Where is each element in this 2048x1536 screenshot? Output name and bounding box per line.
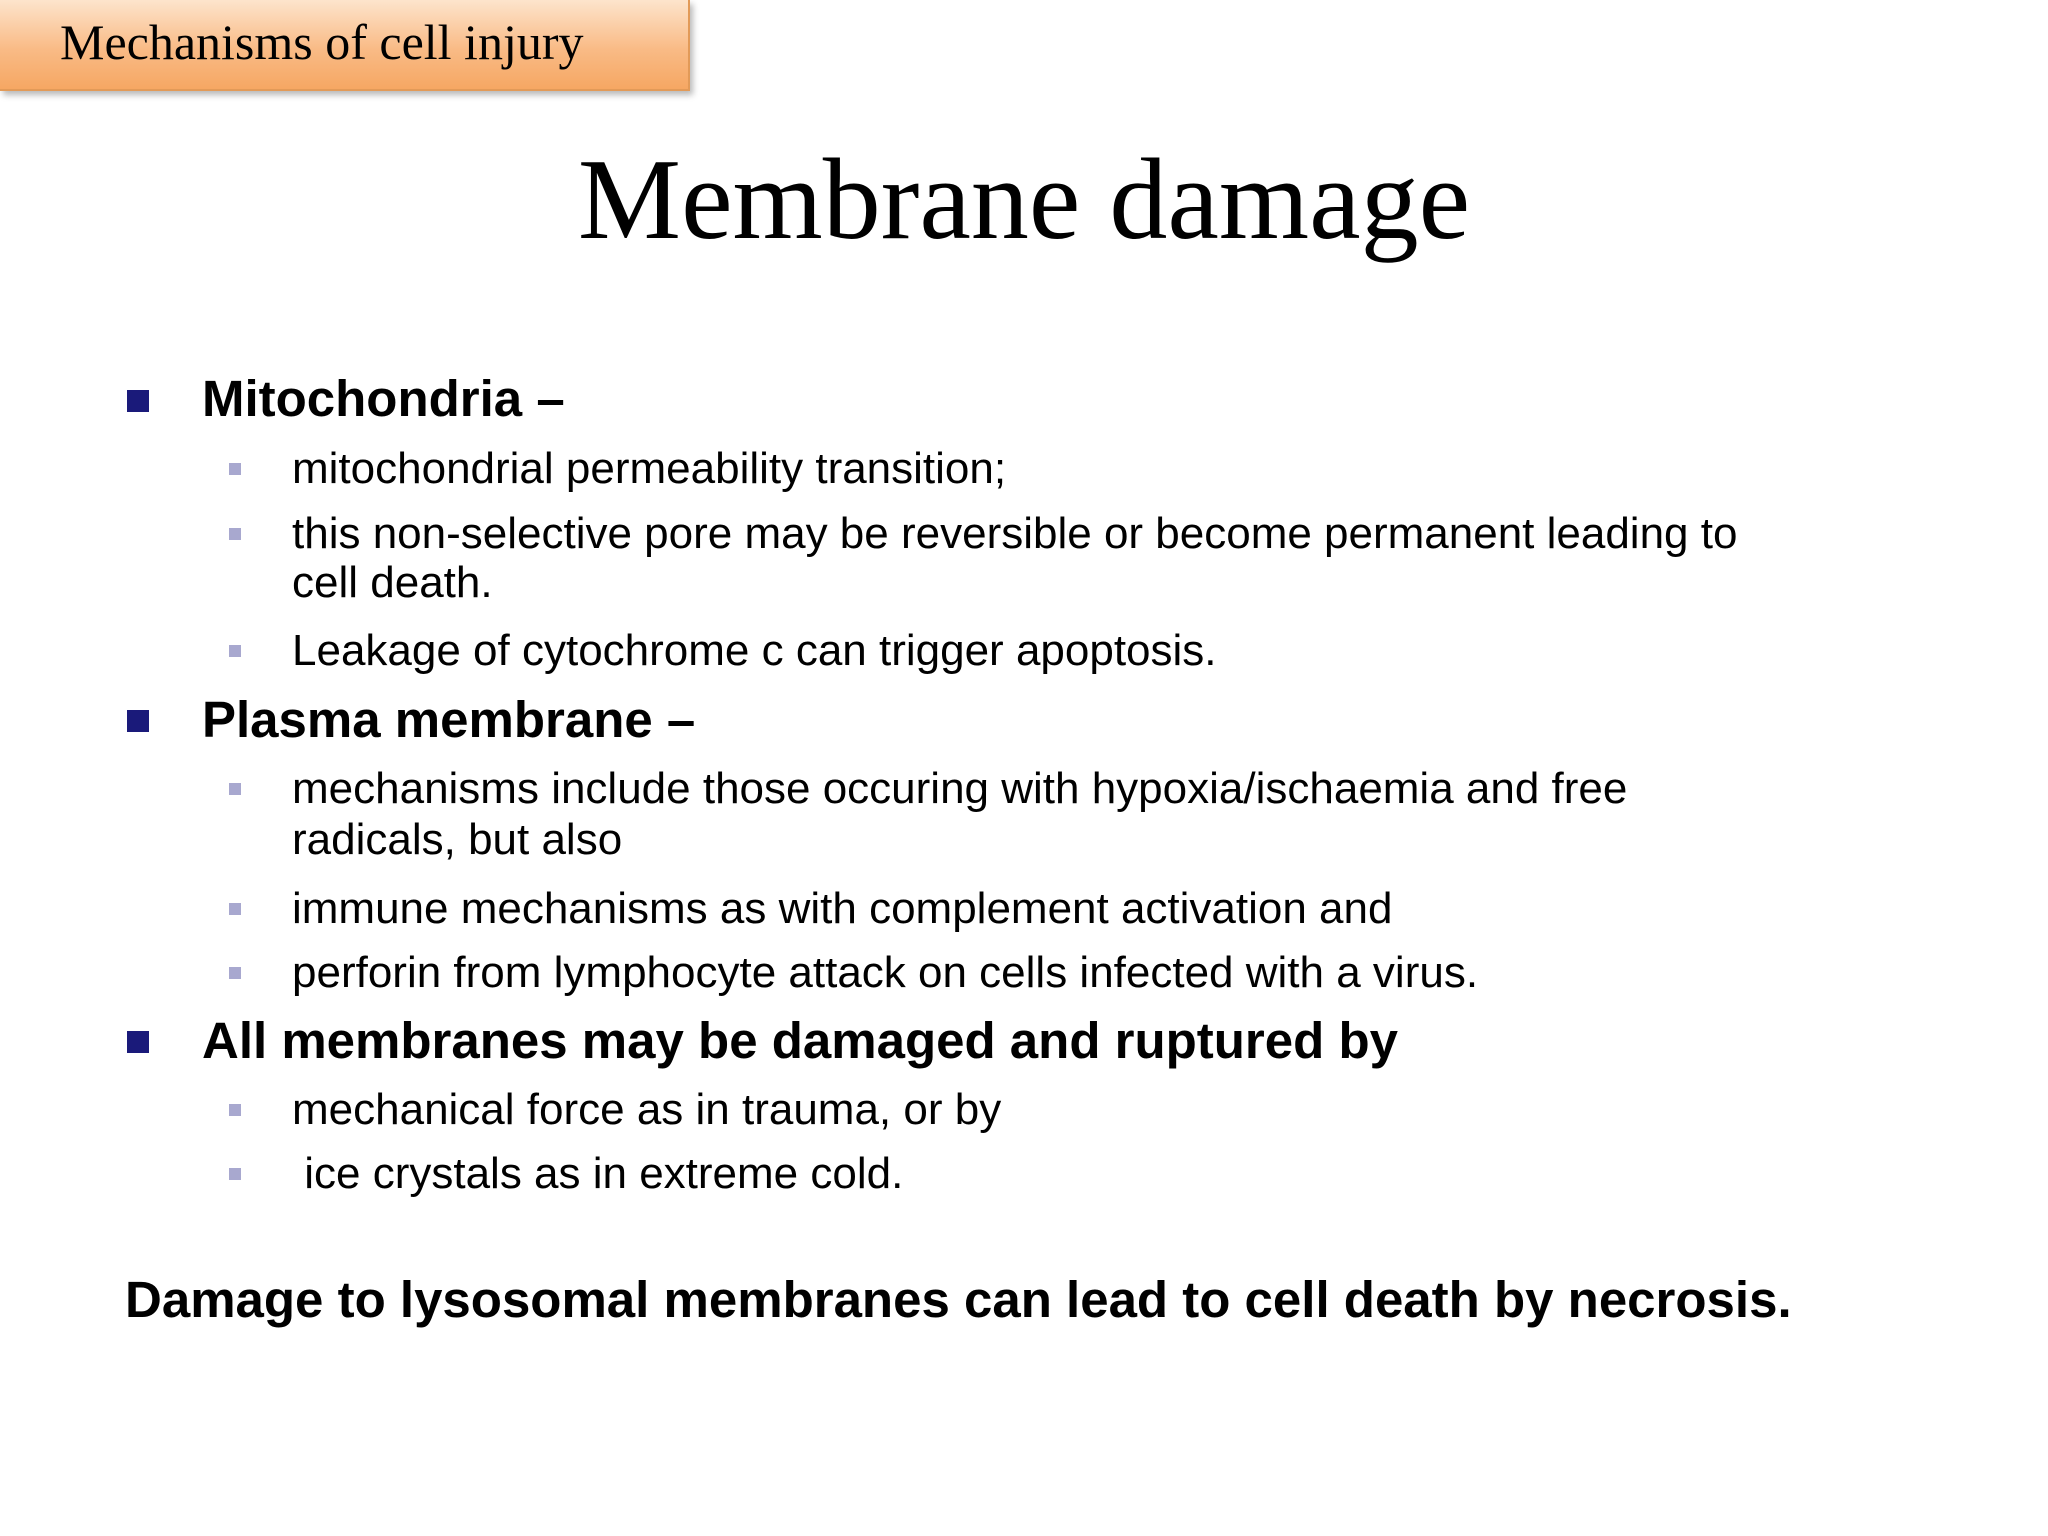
sub-item-continuation: cell death. (292, 558, 493, 607)
sub-item: mechanical force as in trauma, or by (292, 1085, 1002, 1134)
small-square-bullet-icon (229, 967, 241, 979)
small-square-bullet-icon (229, 1104, 241, 1116)
sub-item: ice crystals as in extreme cold. (292, 1149, 904, 1198)
square-bullet-icon (127, 390, 149, 412)
sub-item: immune mechanisms as with complement activation and (292, 884, 1393, 933)
square-bullet-icon (127, 1031, 149, 1053)
sub-item: perforin from lymphocyte attack on cells infected with a virus. (292, 948, 1479, 997)
small-square-bullet-icon (229, 645, 241, 657)
slide-title: Membrane damage (577, 136, 1471, 264)
section-tag: Mechanisms of cell injury (0, 0, 690, 91)
sub-item: this non-selective pore may be reversible or become permanent leading to (292, 509, 1738, 558)
small-square-bullet-icon (229, 463, 241, 475)
sub-item: mechanisms include those occuring with hypoxia/ischaemia and free (292, 764, 1628, 813)
bullet-heading-mitochondria: Mitochondria – (202, 370, 565, 427)
small-square-bullet-icon (229, 903, 241, 915)
footer-statement: Damage to lysosomal membranes can lead to cell death by necrosis. (125, 1271, 1792, 1328)
sub-item-continuation: radicals, but also (292, 815, 623, 864)
small-square-bullet-icon (229, 1168, 241, 1180)
sub-item: Leakage of cytochrome c can trigger apoptosis. (292, 626, 1217, 675)
bullet-heading-plasma-membrane: Plasma membrane – (202, 691, 696, 748)
bullet-heading-all-membranes: All membranes may be damaged and ruptured by (202, 1012, 1398, 1069)
small-square-bullet-icon (229, 528, 241, 540)
sub-item: mitochondrial permeability transition; (292, 444, 1007, 493)
square-bullet-icon (127, 710, 149, 732)
small-square-bullet-icon (229, 783, 241, 795)
